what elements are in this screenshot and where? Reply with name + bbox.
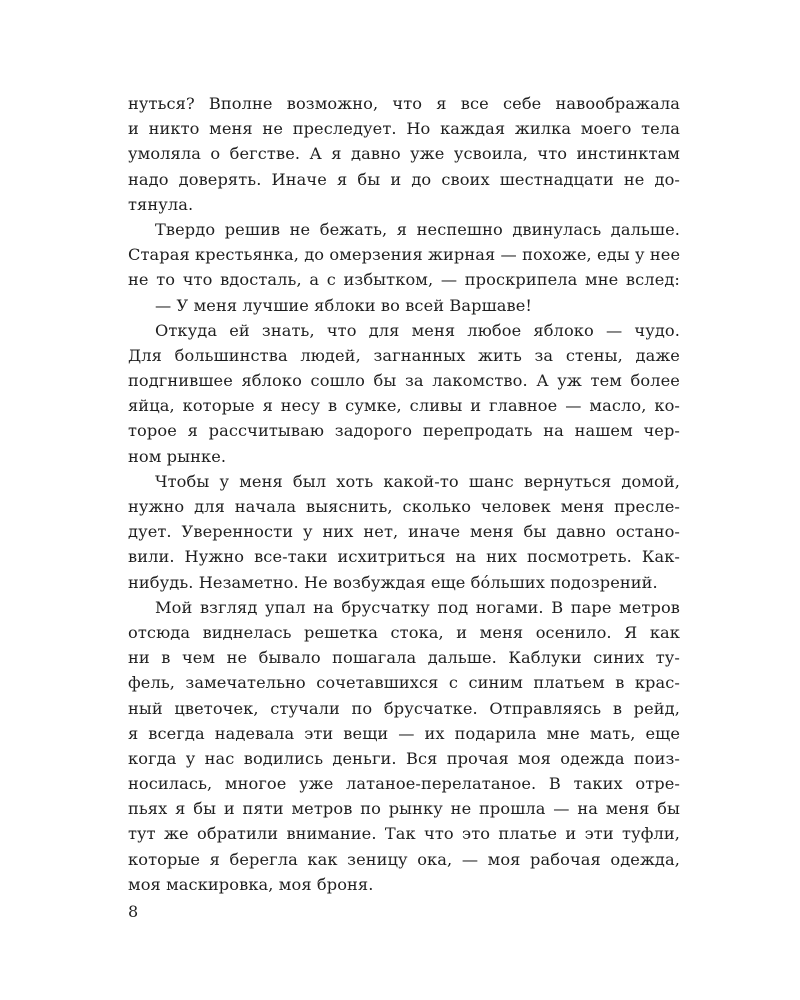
text-line: ном рынке. xyxy=(128,446,227,466)
text-line: нужно для начала выяснить, сколько человек меня пресле- xyxy=(128,497,680,516)
text-line: Твердо решив не бежать, я неспешно двинулась дальше. xyxy=(155,219,680,239)
text-line: я всегда надевала эти вещи — их подарила мне мать, еще xyxy=(128,723,680,743)
text-line: Мой взгляд упал на брусчатку под ногами. В паре метров xyxy=(155,597,680,617)
text-line: Старая крестьянка, до омерзения жирная — похоже, еды у нее xyxy=(128,245,681,265)
text-line: подгнившее яблоко сошло бы за лакомство. А уж тем более xyxy=(128,371,680,391)
text-line: нибудь. Незаметно. Не возбуждая еще бо́льших подозрений. xyxy=(128,572,658,592)
text-line: яйца, которые я несу в сумке, сливы и главное — масло, ко- xyxy=(128,396,680,416)
text-line: которые я берегла как зеницу ока, — моя рабочая одежда, xyxy=(128,849,680,869)
page-number: 8 xyxy=(128,902,139,921)
text-line: моя маскировка, моя броня. xyxy=(128,874,374,894)
text-line: Чтобы у меня был хоть какой-то шанс вернуться домой, xyxy=(155,471,680,491)
text-line: пьях я бы и пяти метров по рынку не прошла — на меня бы xyxy=(128,799,680,819)
text-line: ный цветочек, стучали по брусчатке. Отправляясь в рейд, xyxy=(128,698,680,718)
text-line: Откуда ей знать, что для меня любое яблоко — чудо. xyxy=(155,320,680,340)
text-line: отсюда виднелась решетка стока, и меня осенило. Я как xyxy=(128,622,680,642)
text-line: носилась, многое уже латаное-перелатаное. В таких отре- xyxy=(128,774,680,794)
body-text xyxy=(128,91,680,897)
text-line: ни в чем не бывало пошагала дальше. Каблуки синих ту- xyxy=(128,648,680,668)
text-line: когда у нас водились деньги. Вся прочая моя одежда поиз- xyxy=(128,748,680,768)
text-line: и никто меня не преследует. Но каждая жилка моего тела xyxy=(128,119,680,139)
text-line: тут же обратили внимание. Так что это платье и эти туфли, xyxy=(128,824,680,844)
text-line: дует. Уверенности у них нет, иначе меня бы давно остано- xyxy=(128,522,680,542)
text-line: умоляла о бегстве. А я давно уже усвоила, что инстинктам xyxy=(128,144,680,164)
text-line: торое я рассчитываю задорого перепродать на нашем чер- xyxy=(128,421,680,441)
text-line: фель, замечательно сочетавшихся с синим платьем в крас- xyxy=(128,673,680,693)
text-line: надо доверять. Иначе я бы и до своих шестнадцати не до- xyxy=(128,169,680,189)
text-line: тянула. xyxy=(128,194,194,214)
text-line: вили. Нужно все-таки исхитриться на них посмотреть. Как- xyxy=(128,547,680,567)
text-line: нуться? Вполне возможно, что я все себе навоображала xyxy=(128,94,680,113)
text-line: не то что вдосталь, а с избытком, — проскрипела мне вслед: xyxy=(128,270,680,290)
text-line: — У меня лучшие яблоки во всей Варшаве! xyxy=(155,295,533,315)
text-line: Для большинства людей, загнанных жить за стены, даже xyxy=(128,345,680,365)
